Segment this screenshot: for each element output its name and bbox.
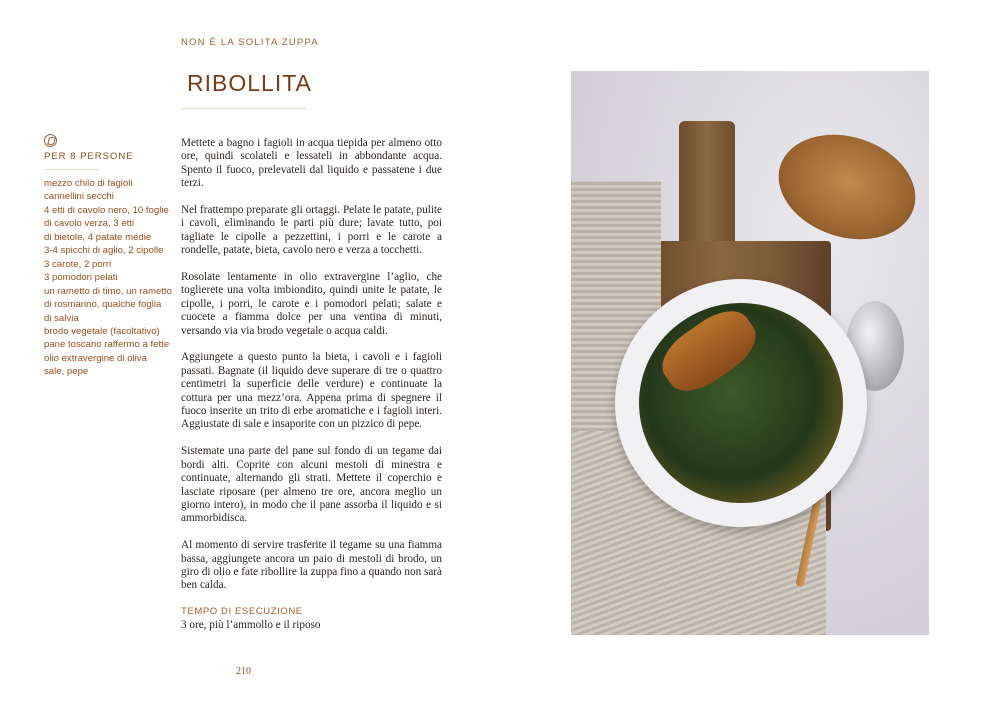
recipe-title: RIBOLLITA	[187, 70, 312, 96]
ingredient-line: sale, pepe	[44, 366, 89, 378]
ingredient-line: di salvia	[44, 312, 79, 324]
ingredient-line: di cavolo verza, 3 etti	[44, 218, 135, 230]
ingredient-line: cannellini secchi	[44, 191, 114, 203]
servings-icon	[44, 134, 57, 147]
ribollita-photo	[571, 71, 929, 635]
ingredient-line: 4 etti di cavolo nero, 10 foglie	[44, 204, 169, 216]
ingredient-line: 3 pomodori pelati	[44, 272, 118, 284]
ingredient-line: di rosmarino, qualche foglia	[44, 299, 162, 311]
instruction-paragraph: Aggiungete a questo punto la bieta, i cavoli e i fagioli passati. Bagnate (il liquido deve superare di tre o quattro centimetri la superficie delle verdure) e continuate la cottura per una mezz’ora. Appena prima di spegnere il fuoco inserite un trito di erbe aromatiche e i fagioli interi. Aggiustate di sale e insaporite con un pizzico di pepe.	[181, 351, 442, 431]
instruction-paragraph: Mettete a bagno i fagioli in acqua tiepida per almeno otto ore, quindi scolateli e lessateli in abbondante acqua. Spento il fuoco, prelevateli dal liquido e passatene i due terzi.	[181, 137, 442, 190]
bread-crouton	[652, 299, 766, 402]
title-divider	[181, 108, 306, 109]
ingredient-line: olio extravergine di oliva	[44, 352, 147, 364]
ingredient-line: 3-4 spicchi di aglio, 2 cipolle	[44, 245, 164, 257]
toasted-bread-slice	[765, 118, 929, 256]
instruction-paragraph: Rosolate lentamente in olio extravergine l’aglio, che toglierete una volta imbiondito, quindi unite le patate, le cipolle, i porri, le carote e i pomodori pelati; salate e cuocete a fiamma dolce per una ventina di minuti, versando via via brodo vegetale o acqua caldi.	[181, 271, 442, 337]
soup-bowl	[615, 279, 867, 527]
cooking-time-label: TEMPO DI ESECUZIONE	[181, 606, 303, 618]
cooking-time-value: 3 ore, più l’ammollo e il riposo	[181, 618, 321, 631]
recipe-instructions	[181, 137, 442, 632]
soup	[639, 303, 843, 503]
page-number: 210	[236, 666, 251, 677]
instruction-paragraph: Al momento di servire trasferite il tegame su una fiamma bassa, aggiungete ancora un paio di mestoli di brodo, un giro di olio e fate ribollire la zuppa fino a quando non sarà ben calda.	[181, 539, 442, 592]
ingredient-line: un rametto di timo, un rametto	[44, 285, 172, 297]
ingredient-line: di bietole, 4 patate medie	[44, 231, 152, 243]
ingredients-list	[44, 177, 172, 379]
ingredient-line: pane toscano raffermo a fette	[44, 339, 170, 351]
ingredient-line: mezzo chilo di fagioli	[44, 178, 133, 189]
servings-label: PER 8 PERSONE	[44, 151, 134, 162]
cutting-board-handle	[679, 121, 735, 251]
servings-divider	[44, 169, 99, 170]
instruction-paragraph: Nel frattempo preparate gli ortaggi. Pelate le patate, pulite i cavoli, eliminando le parti più dure; lavate tutto, poi tagliate le cipolle a pezzettini, i porri e le carote a rondelle, patate, bieta, cavolo nero e verza a tocchetti.	[181, 204, 442, 257]
ingredient-line: brodo vegetale (facoltativo)	[44, 325, 160, 337]
instruction-paragraph: Sistemate una parte del pane sul fondo di un tegame dai bordi alti. Coprite con alcuni mestoli di minestra e continuate, alternando gli strati. Mettete il coperchio e lasciate riposare (per almeno tre ore, ancora meglio un giorno intero), in modo che il pane assorba il liquido e si ammorbidisca.	[181, 445, 442, 525]
ingredient-line: 3 carote, 2 porri	[44, 258, 112, 270]
chapter-kicker: NON È LA SOLITA ZUPPA	[181, 37, 319, 48]
